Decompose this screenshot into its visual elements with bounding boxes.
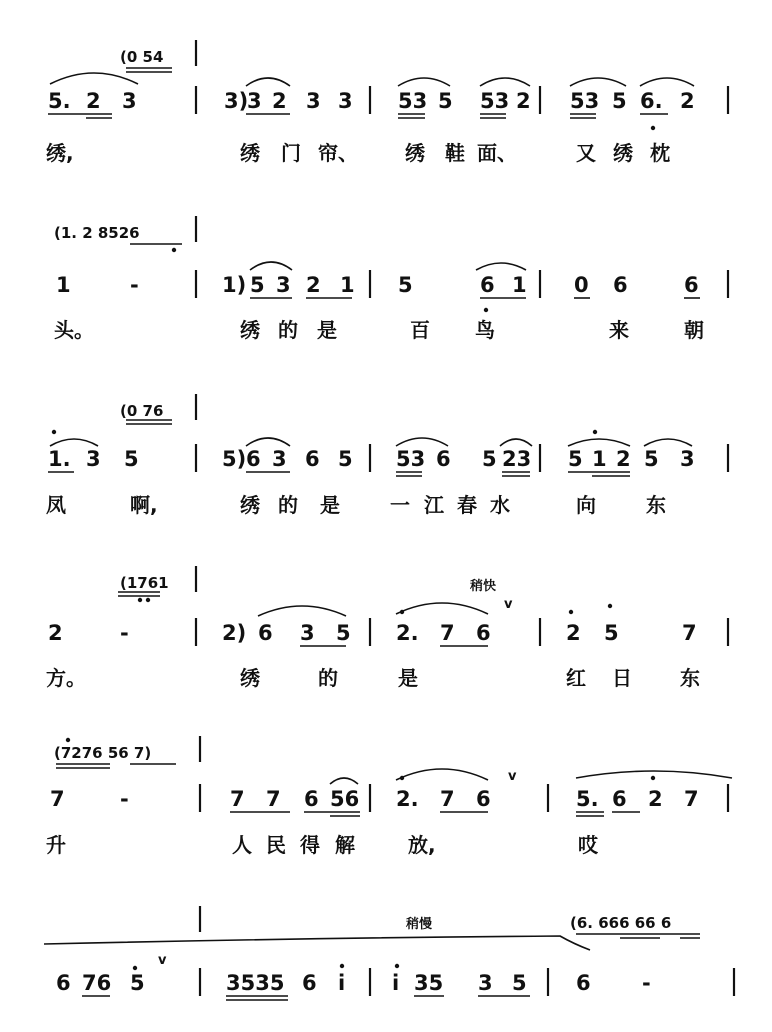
- lyric: 向: [576, 493, 596, 517]
- slur: [50, 73, 138, 84]
- lyric: 绣: [240, 141, 260, 165]
- slur: [250, 262, 292, 270]
- lyric: 门: [281, 141, 301, 165]
- score-system-5: [46, 736, 728, 857]
- note: 5.: [48, 89, 71, 113]
- note: 5: [130, 971, 145, 995]
- note: 35: [414, 971, 444, 995]
- slur: [568, 439, 630, 446]
- note: 1: [340, 273, 355, 297]
- note: 6: [480, 273, 495, 297]
- intro-phrase: (1761: [120, 574, 169, 592]
- slur: [330, 778, 358, 784]
- intro-phrase: (6. 666 66 6: [570, 914, 672, 932]
- note: 6: [476, 621, 491, 645]
- note: 2: [616, 447, 631, 471]
- lyric: 鞋: [445, 141, 465, 165]
- note: 6: [613, 273, 628, 297]
- note: 1.: [48, 447, 71, 471]
- lyric: 日: [612, 666, 632, 690]
- lyric: 绣: [240, 666, 260, 690]
- score-system-2: [54, 216, 728, 342]
- lyric: 的: [278, 318, 298, 342]
- note: 5): [222, 447, 247, 471]
- octave-dot: [172, 248, 176, 252]
- note: 3: [306, 89, 321, 113]
- note: 53: [480, 89, 510, 113]
- lyric: 绣: [240, 493, 260, 517]
- lyric: 春: [457, 493, 477, 517]
- lyric: 民: [266, 833, 286, 857]
- note: 5: [438, 89, 453, 113]
- note: 3): [224, 89, 249, 113]
- note: 1): [222, 273, 247, 297]
- note: 3: [247, 89, 262, 113]
- octave-dot: [52, 430, 56, 434]
- note: 2: [516, 89, 531, 113]
- octave-dot: [133, 966, 137, 970]
- lyric: 绣: [405, 141, 425, 165]
- lyric: 百: [410, 318, 430, 342]
- note: 3: [86, 447, 101, 471]
- lyric: 江: [424, 493, 444, 517]
- note: 6: [258, 621, 273, 645]
- slur: [246, 78, 290, 86]
- note: 0: [574, 273, 589, 297]
- note: -: [642, 971, 651, 995]
- score-system-1: [46, 40, 728, 165]
- lyric: 绣: [613, 141, 633, 165]
- note: 56: [330, 787, 360, 811]
- slur: [644, 439, 692, 446]
- breath-mark: v: [508, 769, 517, 784]
- breath-mark: v: [158, 953, 167, 968]
- lyric: 红: [566, 666, 586, 690]
- intro-phrase: (0 54: [120, 48, 164, 66]
- lyric: 解: [335, 833, 355, 857]
- intro-phrase: (0 76: [120, 402, 164, 420]
- tie-line: [44, 936, 590, 950]
- octave-dot: [138, 598, 142, 602]
- note: 6: [305, 447, 320, 471]
- note: 6: [436, 447, 451, 471]
- note: 23: [502, 447, 532, 471]
- note: 2: [48, 621, 63, 645]
- lyric: 东: [680, 666, 700, 690]
- lyric: 得: [300, 833, 320, 857]
- note: 5: [612, 89, 627, 113]
- note: 6: [576, 971, 591, 995]
- slur: [396, 769, 488, 780]
- lyric: 啊,: [130, 493, 158, 517]
- note: 3: [300, 621, 315, 645]
- slur: [500, 439, 532, 446]
- lyric: 方。: [46, 666, 86, 690]
- lyric: 枕: [650, 141, 670, 165]
- lyric: 凤: [46, 493, 66, 517]
- note: 2: [566, 621, 581, 645]
- octave-dot: [400, 776, 404, 780]
- slur: [476, 263, 526, 270]
- lyric: 来: [609, 318, 629, 342]
- slur: [258, 606, 346, 616]
- note: 53: [396, 447, 426, 471]
- lyric: 一: [390, 493, 410, 517]
- note: 6: [246, 447, 261, 471]
- note: -: [120, 621, 129, 645]
- lyric: 东: [646, 493, 666, 517]
- lyric: 鸟: [475, 318, 495, 342]
- lyric: 面、: [477, 141, 517, 165]
- note: 3: [276, 273, 291, 297]
- octave-dot: [400, 610, 404, 614]
- lyric: 绣,: [46, 141, 74, 165]
- note: 6: [302, 971, 317, 995]
- score-system-6: [56, 906, 734, 996]
- octave-dot: [66, 738, 70, 742]
- slur: [396, 438, 448, 446]
- note: 5: [644, 447, 659, 471]
- note: 5: [482, 447, 497, 471]
- note: i: [392, 971, 400, 995]
- slur: [50, 439, 98, 446]
- note: 6: [476, 787, 491, 811]
- note: 5: [124, 447, 139, 471]
- note: 3: [122, 89, 137, 113]
- tempo-mark: 稍慢: [406, 917, 433, 932]
- note: 53: [570, 89, 600, 113]
- tempo-mark: 稍快: [470, 579, 497, 594]
- lyric: 头。: [54, 318, 94, 342]
- note: 1: [592, 447, 607, 471]
- score-system-4: [46, 566, 728, 690]
- octave-dot: [569, 610, 573, 614]
- note: 7: [684, 787, 699, 811]
- note: 7: [230, 787, 245, 811]
- note: 5: [398, 273, 413, 297]
- note: -: [120, 787, 129, 811]
- note: 6: [612, 787, 627, 811]
- note: 6.: [640, 89, 663, 113]
- breath-mark: v: [504, 597, 513, 612]
- note: 3: [478, 971, 493, 995]
- note: 6: [684, 273, 699, 297]
- note: 2: [680, 89, 695, 113]
- note: 5: [604, 621, 619, 645]
- note: 5: [512, 971, 527, 995]
- note: 5: [568, 447, 583, 471]
- note: 7: [440, 621, 455, 645]
- note: 2: [648, 787, 663, 811]
- note: 7: [266, 787, 281, 811]
- octave-dot: [340, 964, 344, 968]
- slur: [396, 603, 488, 614]
- intro-phrase: (1. 2 8526: [54, 224, 140, 242]
- lyric: 是: [317, 318, 337, 342]
- note: 3535: [226, 971, 285, 995]
- note: 3: [272, 447, 287, 471]
- slur: [480, 78, 530, 86]
- lyric: 升: [46, 833, 66, 857]
- note: 5: [336, 621, 351, 645]
- note: 5.: [576, 787, 599, 811]
- note: 6: [56, 971, 71, 995]
- note: 5: [338, 447, 353, 471]
- octave-dot: [146, 598, 150, 602]
- slur: [640, 78, 694, 86]
- lyric: 放,: [408, 833, 436, 857]
- note: 3: [680, 447, 695, 471]
- lyric: 朝: [684, 318, 704, 342]
- note: 1: [56, 273, 71, 297]
- note: 3: [338, 89, 353, 113]
- note: 7: [682, 621, 697, 645]
- intro-phrase: (7276 56 7): [54, 744, 152, 762]
- note: 76: [82, 971, 112, 995]
- octave-dot: [651, 126, 655, 130]
- note: 53: [398, 89, 428, 113]
- note: 2.: [396, 787, 419, 811]
- lyric: 哎: [578, 833, 598, 857]
- note: 7: [440, 787, 455, 811]
- slur: [246, 438, 290, 446]
- note: 2.: [396, 621, 419, 645]
- lyric: 的: [278, 493, 298, 517]
- note: i: [338, 971, 346, 995]
- octave-dot: [395, 964, 399, 968]
- note: 7: [50, 787, 65, 811]
- note: 2: [86, 89, 101, 113]
- octave-dot: [484, 308, 488, 312]
- lyric: 是: [398, 666, 418, 690]
- lyric: 绣: [240, 318, 260, 342]
- octave-dot: [593, 430, 597, 434]
- note: -: [130, 273, 139, 297]
- note: 5: [250, 273, 265, 297]
- octave-dot: [651, 776, 655, 780]
- lyric: 的: [318, 666, 338, 690]
- lyric: 又: [576, 141, 596, 165]
- slur: [398, 78, 450, 86]
- note: 1: [512, 273, 527, 297]
- slur: [570, 78, 626, 86]
- lyric: 水: [490, 493, 510, 517]
- note: 6: [304, 787, 319, 811]
- note: 2: [272, 89, 287, 113]
- lyric: 帘、: [318, 141, 358, 165]
- lyric: 是: [320, 493, 340, 517]
- score-system-3: [46, 394, 728, 517]
- octave-dot: [608, 604, 612, 608]
- lyric: 人: [232, 833, 252, 857]
- note: 2: [306, 273, 321, 297]
- note: 2): [222, 621, 247, 645]
